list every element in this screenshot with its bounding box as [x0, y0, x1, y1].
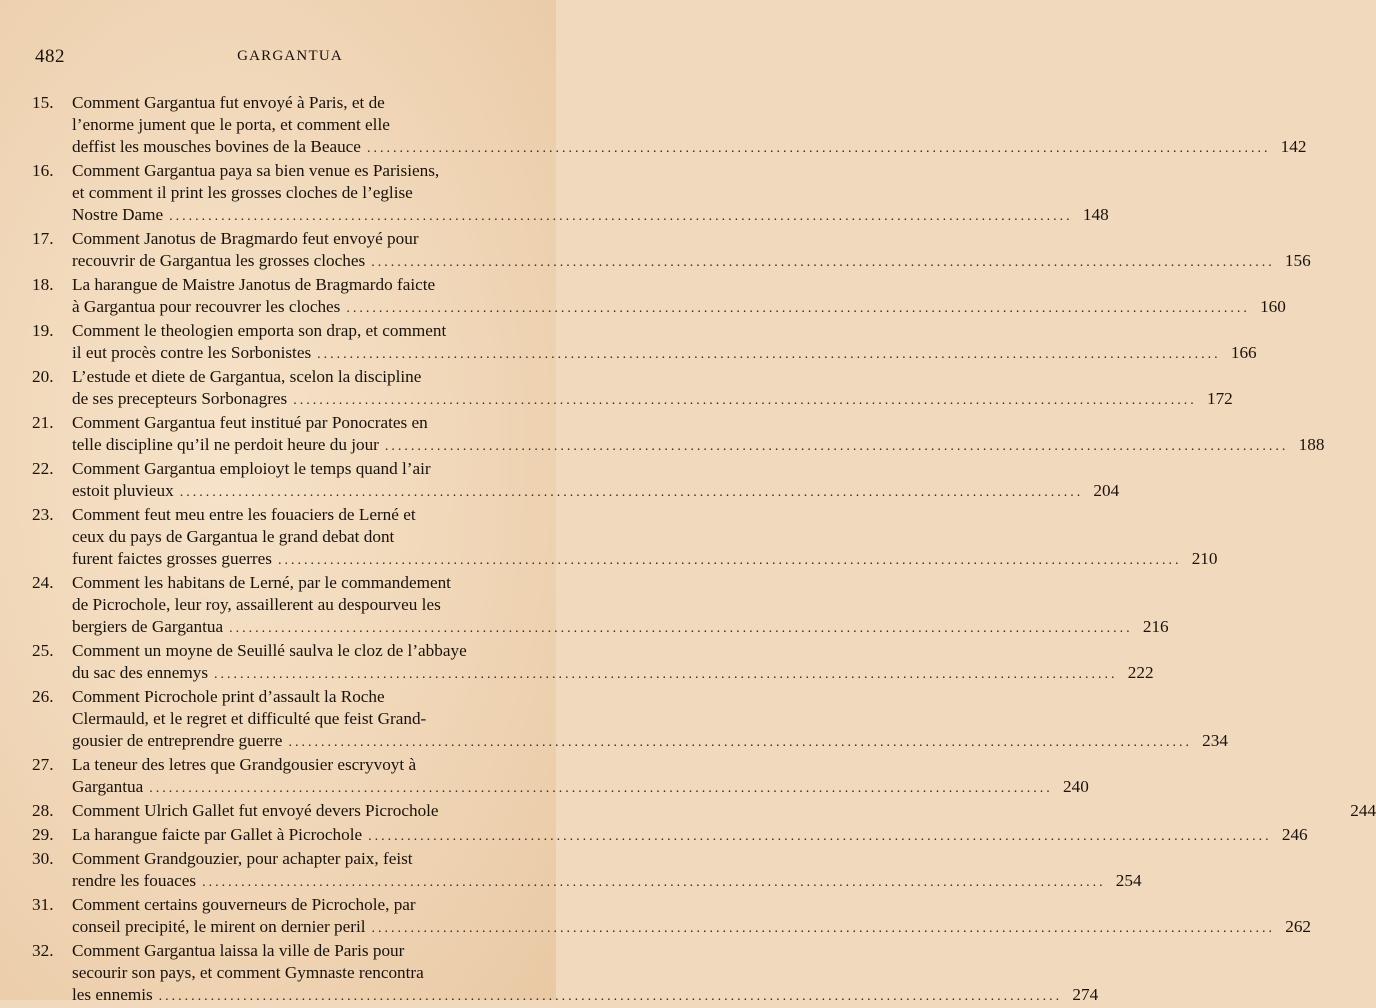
table-of-contents — [32, 92, 1376, 1008]
toc-entry — [32, 800, 1376, 824]
chapter-title-last-line — [72, 776, 1089, 800]
chapter-number: 30. — [32, 849, 54, 868]
chapter-title-last-line — [72, 434, 1324, 458]
chapter-page-number: 262 — [1285, 917, 1312, 936]
chapter-title-line: Comment Gargantua feut institué par Ponocrates en — [72, 413, 428, 432]
toc-entry — [32, 894, 1312, 940]
chapter-title — [72, 366, 1233, 412]
chapter-title-line: La harangue faicte par Gallet à Picrochole — [72, 825, 363, 844]
toc-entry — [32, 366, 1233, 412]
chapter-page-number: 166 — [1230, 343, 1257, 362]
chapter-title-last-line — [72, 616, 1169, 640]
chapter-page-number: 254 — [1115, 871, 1142, 890]
chapter-title-line: Comment Janotus de Bragmardo feut envoyé pour — [72, 229, 419, 248]
chapter-page-number: 240 — [1063, 777, 1089, 796]
toc-entry — [32, 848, 1142, 894]
chapter-title-line: Comment Gargantua laissa la ville de Paris pour — [72, 941, 405, 960]
chapter-number: 25. — [32, 641, 54, 660]
page-header — [35, 46, 505, 70]
chapter-title — [72, 228, 1311, 274]
chapter-title-line: secourir son pays, et comment Gymnaste rencontra — [72, 963, 424, 982]
chapter-title — [72, 800, 1376, 824]
chapter-title-line: conseil precipité, le mirent on dernier peril — [72, 917, 366, 936]
toc-entry — [32, 686, 1228, 754]
chapter-number: 16. — [32, 161, 54, 180]
chapter-title-last-line — [72, 250, 1311, 274]
chapter-number: 29. — [32, 825, 54, 844]
chapter-title — [72, 894, 1311, 940]
chapter-title — [72, 824, 1308, 848]
chapter-title-last-line — [72, 730, 1228, 754]
chapter-title — [72, 572, 1169, 640]
running-title: GARGANTUA — [237, 48, 343, 64]
chapter-title-last-line — [72, 480, 1119, 504]
chapter-number: 15. — [32, 93, 54, 112]
chapter-title-line: Gargantua — [72, 777, 144, 796]
chapter-title-line: telle discipline qu’il ne perdoit heure du jour — [72, 435, 379, 454]
toc-entry — [32, 940, 1099, 1008]
chapter-title-line: Comment un moyne de Seuillé saulva le cloz de l’abbaye — [72, 641, 467, 660]
chapter-title-last-line — [72, 548, 1217, 572]
chapter-title-last-line — [72, 916, 1311, 940]
chapter-page-number: 142 — [1280, 137, 1307, 156]
dot-leader — [278, 550, 1182, 572]
chapter-number: 23. — [32, 505, 54, 524]
chapter-page-number: 274 — [1072, 985, 1099, 1004]
chapter-number: 17. — [32, 229, 54, 248]
chapter-page-number: 222 — [1127, 663, 1154, 682]
chapter-page-number: 172 — [1206, 389, 1233, 408]
chapter-title — [72, 754, 1089, 800]
chapter-title-line: Comment Gargantua fut envoyé à Paris, et de — [72, 93, 385, 112]
dot-leader — [371, 252, 1275, 274]
chapter-title-line: La teneur des letres que Grandgousier escryvoyt à — [72, 755, 417, 774]
chapter-number: 22. — [32, 459, 54, 478]
dot-leader — [214, 664, 1118, 686]
dot-leader — [159, 986, 1063, 1008]
chapter-number: 26. — [32, 687, 54, 706]
chapter-title — [72, 412, 1324, 458]
chapter-title-last-line — [72, 342, 1257, 366]
chapter-title — [72, 640, 1154, 686]
chapter-title-line: les ennemis — [72, 985, 153, 1004]
dot-leader — [180, 482, 1084, 504]
chapter-number: 32. — [32, 941, 54, 960]
chapter-title-line: ceux du pays de Gargantua le grand debat dont — [72, 527, 395, 546]
chapter-number: 20. — [32, 367, 54, 386]
chapter-title-line: Comment Gargantua emploioyt le temps quand l’air — [72, 459, 431, 478]
chapter-title — [72, 504, 1217, 572]
chapter-title-line: La harangue de Maistre Janotus de Bragmardo faicte — [72, 275, 436, 294]
dot-leader — [385, 436, 1289, 458]
toc-entry — [32, 754, 1089, 800]
toc-entry — [32, 504, 1218, 572]
chapter-title-last-line — [72, 870, 1142, 894]
chapter-page-number: 234 — [1202, 731, 1228, 750]
chapter-number: 28. — [32, 801, 54, 820]
chapter-page-number: 204 — [1093, 481, 1120, 500]
dot-leader — [202, 872, 1106, 894]
dot-leader — [169, 206, 1073, 228]
chapter-title-line: rendre les fouaces — [72, 871, 197, 890]
chapter-title-line: de ses precepteurs Sorbonagres — [72, 389, 288, 408]
chapter-title-line: deffist les mousches bovines de la Beauce — [72, 137, 361, 156]
chapter-title — [72, 274, 1286, 320]
chapter-title-line: Comment Picrochole print d’assault la Roche — [72, 687, 385, 706]
dot-leader — [229, 618, 1133, 640]
chapter-page-number: 188 — [1298, 435, 1325, 454]
chapter-title — [72, 92, 1306, 160]
chapter-title-line: Clermauld, et le regret et difficulté que feist Grand- — [72, 709, 427, 728]
toc-entry — [32, 160, 1109, 228]
chapter-title-line: L’estude et diete de Gargantua, scelon la discipline — [72, 367, 422, 386]
toc-entry — [32, 92, 1307, 160]
chapter-title — [72, 848, 1142, 894]
chapter-title-last-line — [72, 800, 1376, 824]
chapter-title-line: de Picrochole, leur roy, assaillerent au despourveu les — [72, 595, 441, 614]
chapter-number: 27. — [32, 755, 54, 774]
chapter-title-line: il eut procès contre les Sorbonistes — [72, 343, 312, 362]
toc-entry — [32, 824, 1308, 848]
chapter-page-number: 246 — [1281, 825, 1308, 844]
chapter-title-line: Comment Grandgouzier, pour achapter paix, feist — [72, 849, 413, 868]
chapter-title-line: à Gargantua pour recouvrer les cloches — [72, 297, 341, 316]
chapter-title-line: Comment les habitans de Lerné, par le commandement — [72, 573, 451, 592]
chapter-title-last-line — [72, 136, 1306, 160]
chapter-page-number: 210 — [1191, 549, 1218, 568]
toc-entry — [32, 458, 1120, 504]
chapter-title — [72, 160, 1109, 228]
chapter-title-line: Comment Gargantua paya sa bien venue es Parisiens, — [72, 161, 440, 180]
chapter-title-last-line — [72, 984, 1098, 1008]
dot-leader — [372, 918, 1276, 940]
chapter-page-number: 156 — [1284, 251, 1311, 270]
chapter-title-last-line — [72, 296, 1286, 320]
toc-entry — [32, 320, 1257, 366]
chapter-title — [72, 320, 1257, 366]
dot-leader — [288, 732, 1192, 754]
chapter-number: 21. — [32, 413, 54, 432]
dot-leader — [149, 778, 1053, 800]
chapter-page-number: 148 — [1082, 205, 1109, 224]
toc-entry — [32, 640, 1154, 686]
dot-leader — [293, 390, 1197, 412]
dot-leader — [367, 138, 1271, 160]
chapter-number: 19. — [32, 321, 54, 340]
chapter-title-last-line — [72, 204, 1109, 228]
chapter-title-line: Comment le theologien emporta son drap, et comment — [72, 321, 447, 340]
chapter-title-line: Nostre Dame — [72, 205, 164, 224]
chapter-title-line: Comment Ulrich Gallet fut envoyé devers Picrochole — [72, 801, 439, 820]
toc-entry — [32, 228, 1311, 274]
chapter-page-number: 160 — [1260, 297, 1286, 316]
chapter-title — [72, 458, 1119, 504]
chapter-number: 18. — [32, 275, 54, 294]
chapter-page-number: 216 — [1142, 617, 1169, 636]
chapter-title-line: Comment certains gouverneurs de Picrochole, par — [72, 895, 416, 914]
chapter-title — [72, 686, 1228, 754]
chapter-title-line: furent faictes grosses guerres — [72, 549, 272, 568]
chapter-title-line: gousier de entreprendre guerre — [72, 731, 283, 750]
chapter-title-line: recouvrir de Gargantua les grosses cloches — [72, 251, 366, 270]
chapter-page-number: 244 — [1350, 801, 1376, 820]
chapter-title-last-line — [72, 824, 1308, 848]
chapter-number: 24. — [32, 573, 54, 592]
dot-leader — [368, 826, 1272, 848]
chapter-title-line: l’enorme jument que le porta, et comment elle — [72, 115, 390, 134]
dot-leader — [346, 298, 1250, 320]
chapter-title-line: estoit pluvieux — [72, 481, 174, 500]
chapter-title-line: du sac des ennemys — [72, 663, 209, 682]
chapter-title-line: bergiers de Gargantua — [72, 617, 224, 636]
chapter-title-last-line — [72, 662, 1154, 686]
chapter-title-line: Comment feut meu entre les fouaciers de Lerné et — [72, 505, 416, 524]
chapter-title-line: et comment il print les grosses cloches de l’eglise — [72, 183, 413, 202]
toc-entry — [32, 572, 1169, 640]
dot-leader — [317, 344, 1221, 366]
chapter-title — [72, 940, 1098, 1008]
chapter-title-last-line — [72, 388, 1233, 412]
chapter-number: 31. — [32, 895, 54, 914]
page-number: 482 — [35, 46, 65, 67]
toc-entry — [32, 412, 1325, 458]
toc-entry — [32, 274, 1286, 320]
